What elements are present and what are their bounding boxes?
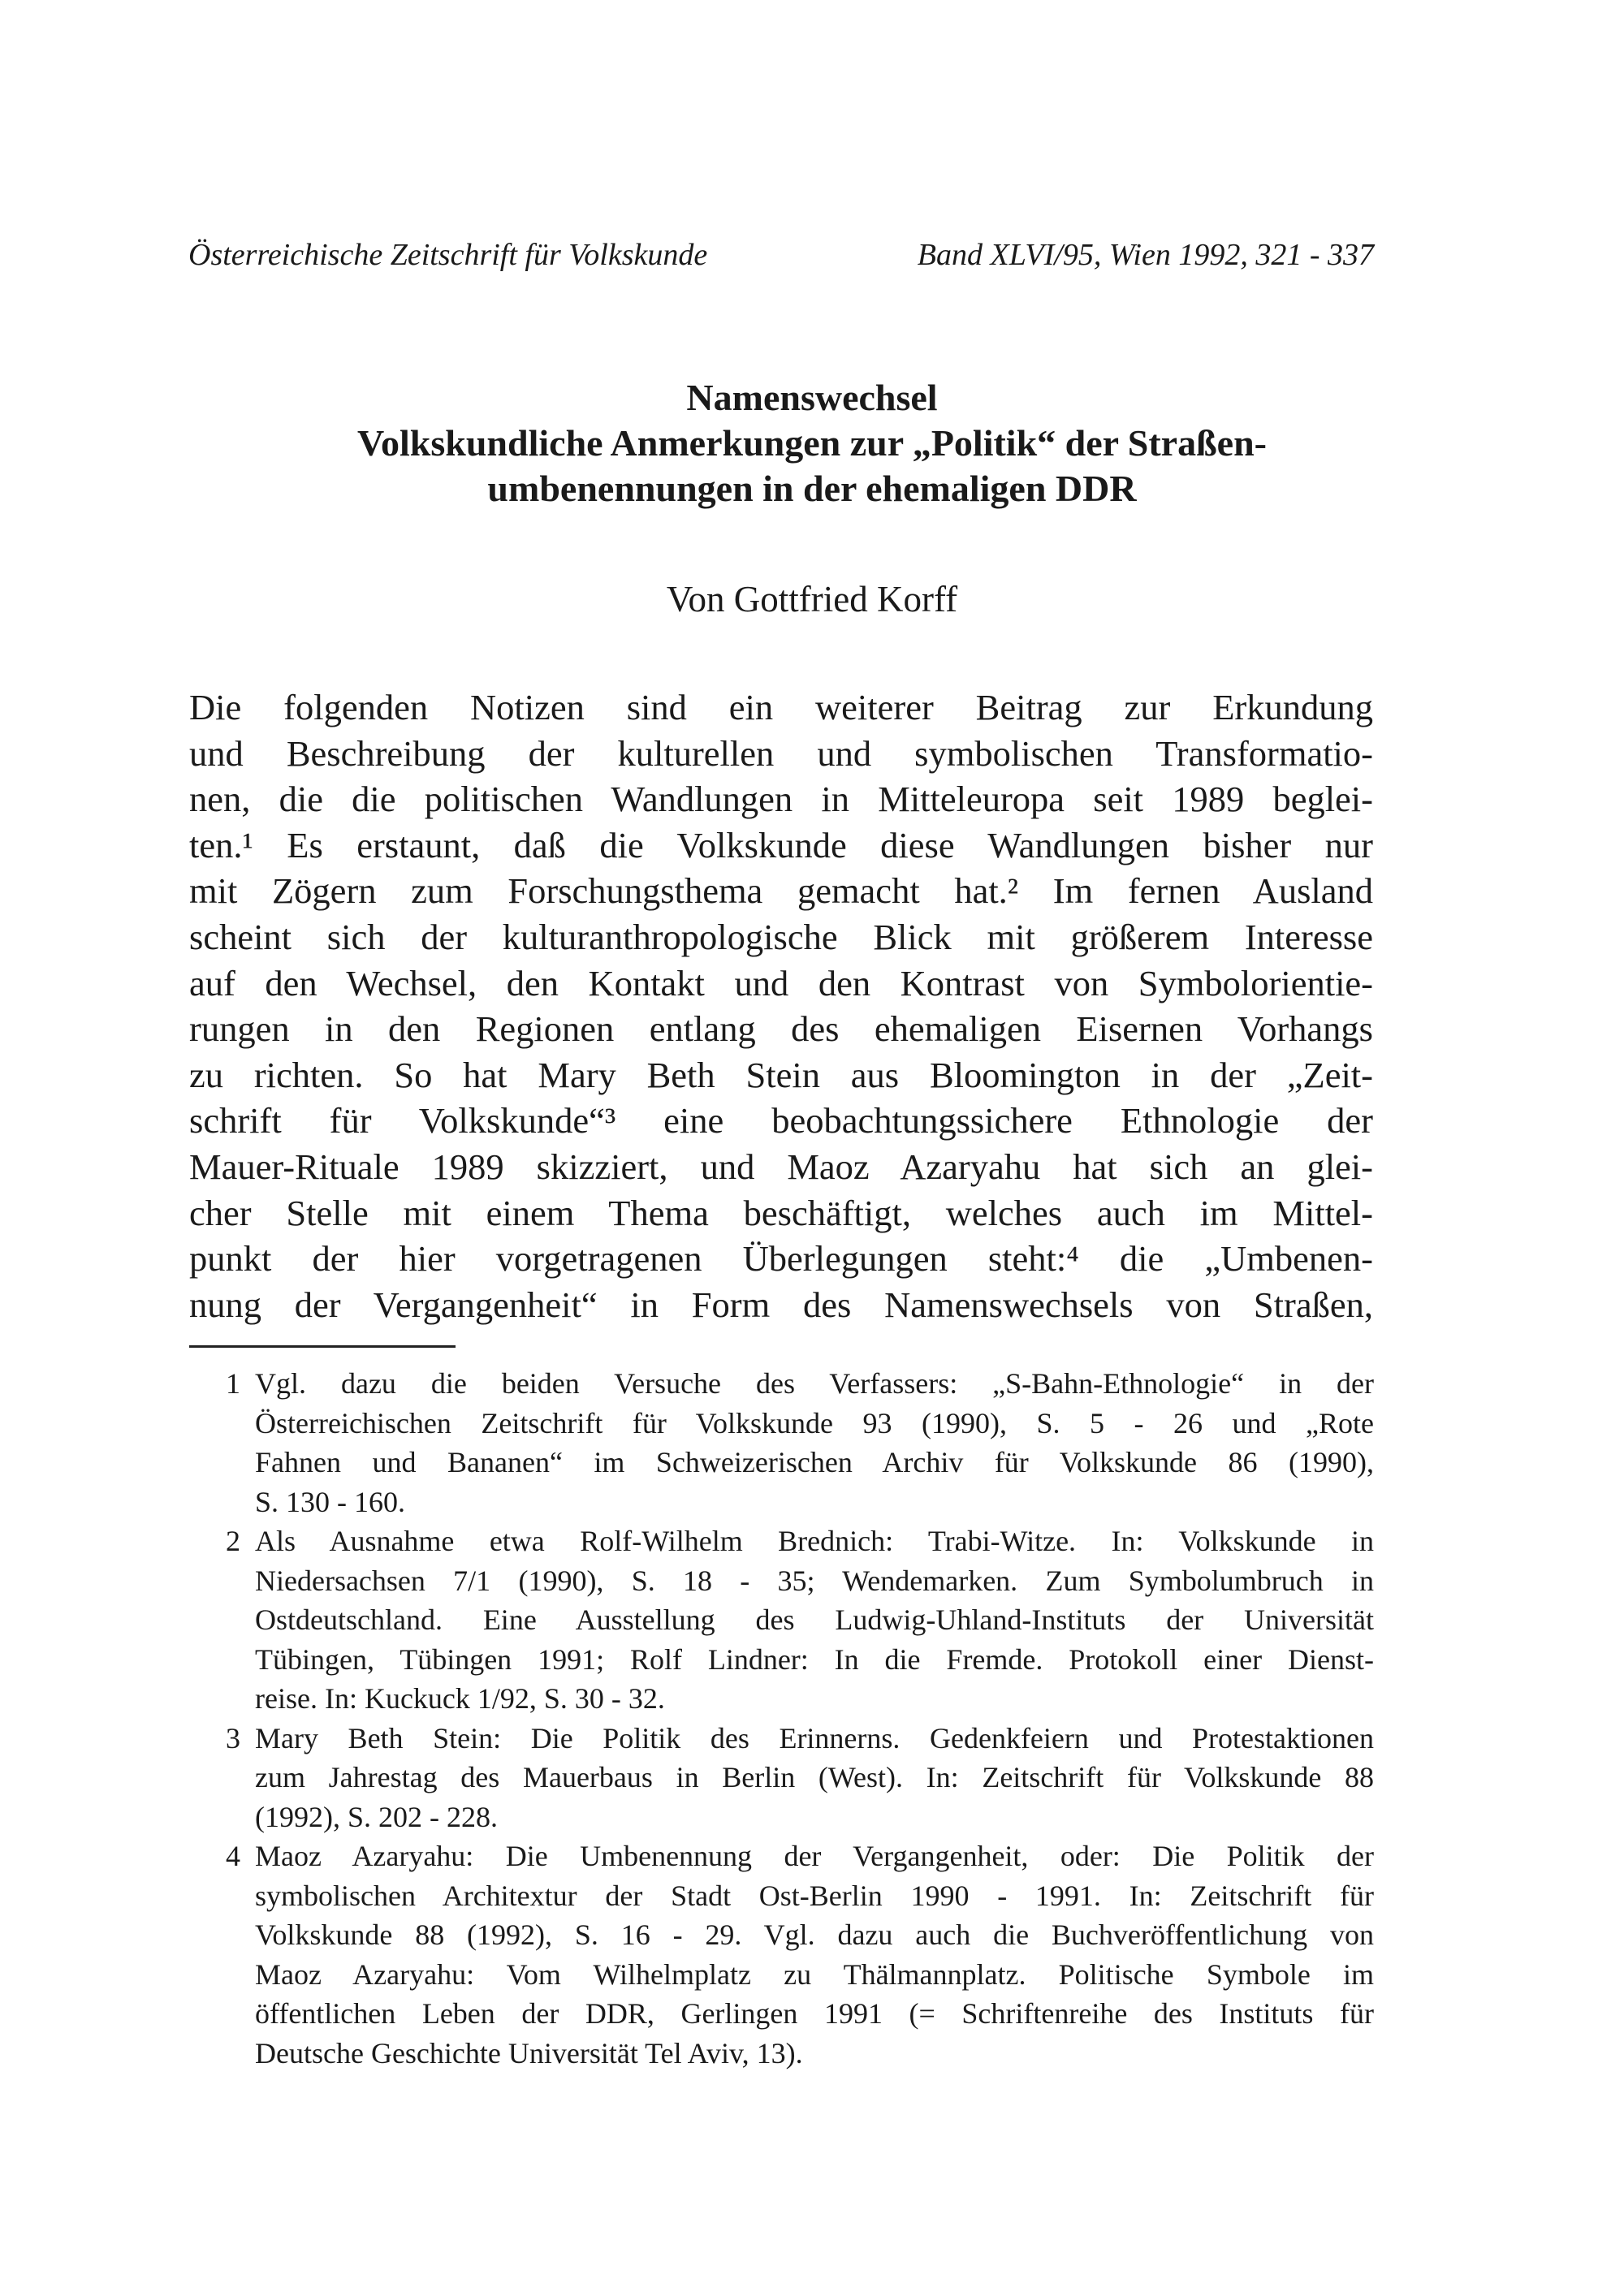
body-line: rungen in den Regionen entlang des ehemaligen Eisernen Vorhangs [189, 1008, 1373, 1050]
footnote [226, 1836, 1374, 2073]
body-line: punkt der hier vorgetragenen Überlegungen steht:⁴ die „Umbenen- [189, 1238, 1373, 1280]
footnote [226, 1521, 1374, 1719]
body-line: auf den Wechsel, den Kontakt und den Kontrast von Symbolorientie- [189, 962, 1373, 1003]
body-line: ten.¹ Es erstaunt, daß die Volkskunde diese Wandlungen bisher nur [189, 824, 1373, 865]
body-line: mit Zögern zum Forschungsthema gemacht hat.² Im fernen Ausland [189, 870, 1373, 912]
footnote-line: Vgl. dazu die beiden Versuche des Verfassers: „S-Bahn-Ethnologie“ in der [255, 1367, 1374, 1400]
footnote-number: 1 [226, 1367, 240, 1400]
footnote-number: 3 [226, 1721, 240, 1754]
footnote [226, 1364, 1374, 1521]
body-line: scheint sich der kulturanthropologische Blick mit größerem Interesse [189, 916, 1373, 957]
footnote-line: symbolischen Architextur der Stadt Ost-Berlin 1990 - 1991. In: Zeitschrift für [255, 1879, 1374, 1912]
footnote-line: öffentlichen Leben der DDR, Gerlingen 1991 (= Schriftenreihe des Instituts für [255, 1997, 1374, 2030]
footnote-line: reise. In: Kuckuck 1/92, S. 30 - 32. [255, 1682, 665, 1715]
body-line: cher Stelle mit einem Thema beschäftigt, welches auch im Mittel- [189, 1192, 1373, 1233]
footnote-line: S. 130 - 160. [255, 1485, 406, 1518]
running-header [188, 237, 1374, 273]
footnote-line: Maoz Azaryahu: Vom Wilhelmplatz zu Thälmannplatz. Politische Symbole im [255, 1957, 1374, 1991]
footnote-line: Deutsche Geschichte Universität Tel Aviv, 13). [255, 2036, 803, 2069]
footnote-line: Volkskunde 88 (1992), S. 16 - 29. Vgl. dazu auch die Buchveröffentlichung von [255, 1918, 1374, 1951]
body-line: und Beschreibung der kulturellen und symbolischen Transformatio- [189, 732, 1373, 774]
subtitle-line-2: umbenennungen in der ehemaligen DDR [487, 468, 1137, 509]
body-line: nen, die die politischen Wandlungen in Mitteleuropa seit 1989 beglei- [189, 779, 1373, 820]
subtitle-line-1: Volkskundliche Anmerkungen zur „Politik“ der Straßen- [357, 422, 1267, 464]
footnote-line: Mary Beth Stein: Die Politik des Erinnerns. Gedenkfeiern und Protestaktionen [255, 1721, 1374, 1754]
title-main: Namenswechsel [686, 377, 938, 418]
footnote-line: (1992), S. 202 - 228. [255, 1800, 498, 1833]
footnote-line: zum Jahrestag des Mauerbaus in Berlin (West). In: Zeitschrift für Volkskunde 88 [255, 1761, 1374, 1793]
body-paragraph [189, 684, 1373, 1327]
volume-info: Band XLVI/95, Wien 1992, 321 - 337 [917, 238, 1374, 272]
footnote-line: Als Ausnahme etwa Rolf-Wilhelm Brednich: Trabi-Witze. In: Volkskunde in [255, 1525, 1374, 1557]
article-title [0, 375, 1624, 511]
author-byline: Von Gottfried Korff [666, 579, 958, 619]
footnote-number: 2 [226, 1525, 240, 1557]
footnote-line: Fahnen und Bananen“ im Schweizerischen Archiv für Volkskunde 86 (1990), [255, 1446, 1374, 1478]
footnotes [226, 1364, 1374, 2073]
body-line: Die folgenden Notizen sind ein weiterer Beitrag zur Erkundung [189, 687, 1373, 727]
body-line: nung der Vergangenheit“ in Form des Namenswechsels von Straßen, [189, 1284, 1373, 1325]
journal-name: Österreichische Zeitschrift für Volkskunde [188, 238, 708, 272]
footnote-line: Maoz Azaryahu: Die Umbenennung der Vergangenheit, oder: Die Politik der [255, 1840, 1374, 1872]
body-line: Mauer-Rituale 1989 skizziert, und Maoz Azaryahu hat sich an glei- [189, 1146, 1373, 1187]
footnote-line: Österreichischen Zeitschrift für Volkskunde 93 (1990), S. 5 - 26 und „Rote [255, 1406, 1374, 1439]
body-line: schrift für Volkskunde“³ eine beobachtungssichere Ethnologie der [189, 1100, 1373, 1142]
footnote-divider [189, 1345, 456, 1348]
footnote-line: Ostdeutschland. Eine Ausstellung des Ludwig-Uhland-Instituts der Universität [255, 1603, 1374, 1636]
body-line: zu richten. So hat Mary Beth Stein aus Bloomington in der „Zeit- [189, 1054, 1373, 1095]
footnote-number: 4 [226, 1840, 240, 1872]
footnote-line: Tübingen, Tübingen 1991; Rolf Lindner: In die Fremde. Protokoll einer Dienst- [255, 1642, 1374, 1676]
footnote [226, 1719, 1374, 1837]
footnote-line: Niedersachsen 7/1 (1990), S. 18 - 35; Wendemarken. Zum Symbolumbruch in [255, 1564, 1374, 1597]
